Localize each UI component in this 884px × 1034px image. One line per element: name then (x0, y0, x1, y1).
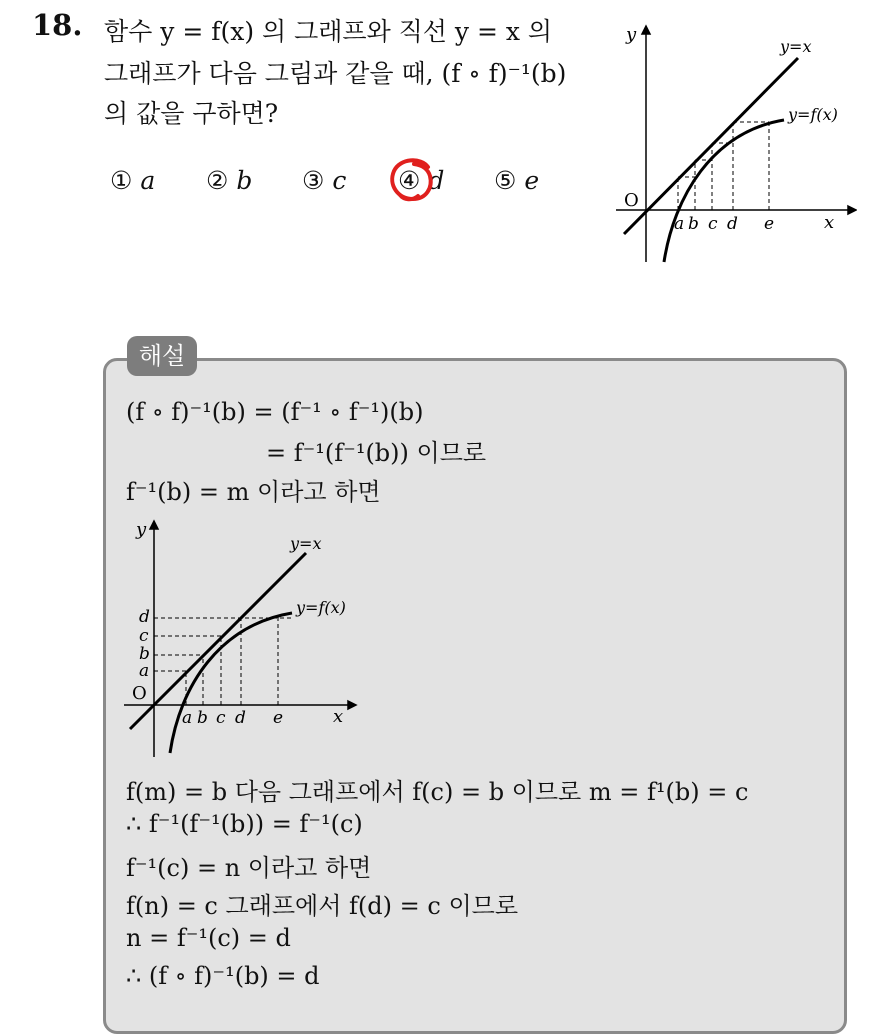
solution-line-4: f(m) = b 다음 그래프에서 f(c) = b 이므로 m = f¹(b) = c (126, 778, 749, 806)
graph2-xtick-b: b (197, 708, 208, 728)
graph1-tick-a: a (674, 214, 685, 234)
solution-line-3: f⁻¹(b) = m 이라고 하면 (126, 478, 381, 506)
graph2-origin: O (132, 683, 147, 704)
graph2-line-label: y=x (290, 534, 322, 553)
answer-circle-mark (388, 155, 438, 205)
y-axis-arrow (642, 26, 650, 34)
solution-line-8: n = f⁻¹(c) = d (126, 924, 291, 952)
choice-3-number: ③ (302, 166, 325, 195)
circle-stroke (392, 160, 430, 199)
choice-5[interactable] (494, 166, 539, 195)
graph1-tick-c: c (708, 214, 718, 234)
choice-5-number: ⑤ (494, 166, 517, 195)
line-y-equals-x (624, 58, 798, 234)
graph2-xtick-e: e (273, 708, 284, 728)
solution-line-7: f(n) = c 그래프에서 f(d) = c 이므로 (126, 892, 519, 920)
graph1-y-label: y (626, 24, 637, 45)
graph1-line-label: y=x (780, 37, 812, 56)
y-axis-arrow (150, 521, 158, 529)
x-axis-arrow (848, 206, 856, 214)
question-number: 18. (32, 8, 83, 42)
graph1-origin: O (624, 190, 639, 211)
choice-2-value: b (236, 166, 253, 195)
graph1-tick-e: e (764, 214, 775, 234)
choice-4-number: ④ (398, 166, 421, 195)
solution-line-9: ∴ (f ∘ f)⁻¹(b) = d (126, 962, 320, 990)
choice-4-value: d (428, 166, 445, 195)
graph2-ytick-d: d (139, 607, 150, 627)
curve-f (664, 120, 784, 262)
graph1-tick-d: d (727, 214, 738, 234)
choice-2-number: ② (206, 166, 229, 195)
question-text-line-1: 함수 y = f(x) 의 그래프와 직선 y = x 의 (104, 17, 553, 46)
solution-graph (120, 515, 370, 760)
curve-f (170, 613, 292, 753)
choice-3-value: c (332, 166, 347, 195)
solution-line-6: f⁻¹(c) = n 이라고 하면 (126, 854, 372, 882)
graph2-xtick-d: d (235, 708, 246, 728)
question-text-line-2: 그래프가 다음 그림과 같을 때, (f ∘ f)⁻¹(b) (104, 59, 567, 88)
graph2-xtick-c: c (216, 708, 226, 728)
solution-line-5: ∴ f⁻¹(f⁻¹(b)) = f⁻¹(c) (126, 810, 363, 838)
choice-3[interactable] (302, 166, 346, 195)
graph1-curve-label: y=f(x) (788, 105, 838, 124)
x-axis-arrow (348, 701, 356, 709)
solution-tab: 해설 (127, 336, 197, 376)
graph1-x-label: x (824, 212, 835, 233)
question-graph (612, 22, 857, 267)
graph2-curve-label: y=f(x) (296, 598, 346, 617)
choice-1-value: a (140, 166, 156, 195)
choice-2[interactable] (206, 166, 252, 195)
solution-line-1: (f ∘ f)⁻¹(b) = (f⁻¹ ∘ f⁻¹)(b) (126, 398, 424, 426)
choice-5-value: e (524, 166, 540, 195)
graph2-x-label: x (333, 706, 344, 727)
graph2-ytick-b: b (139, 644, 150, 664)
graph1-tick-b: b (688, 214, 699, 234)
graph2-ytick-c: c (139, 626, 149, 646)
graph2-y-label: y (136, 519, 147, 540)
choice-1[interactable] (110, 166, 155, 195)
question-text-line-3: 의 값을 구하면? (104, 99, 279, 128)
graph2-ytick-a: a (139, 661, 150, 681)
choice-1-number: ① (110, 166, 133, 195)
graph2-xtick-a: a (182, 708, 193, 728)
guide-lines (154, 615, 292, 705)
line-y-equals-x (130, 553, 306, 729)
solution-line-2: = f⁻¹(f⁻¹(b)) 이므로 (266, 439, 487, 467)
